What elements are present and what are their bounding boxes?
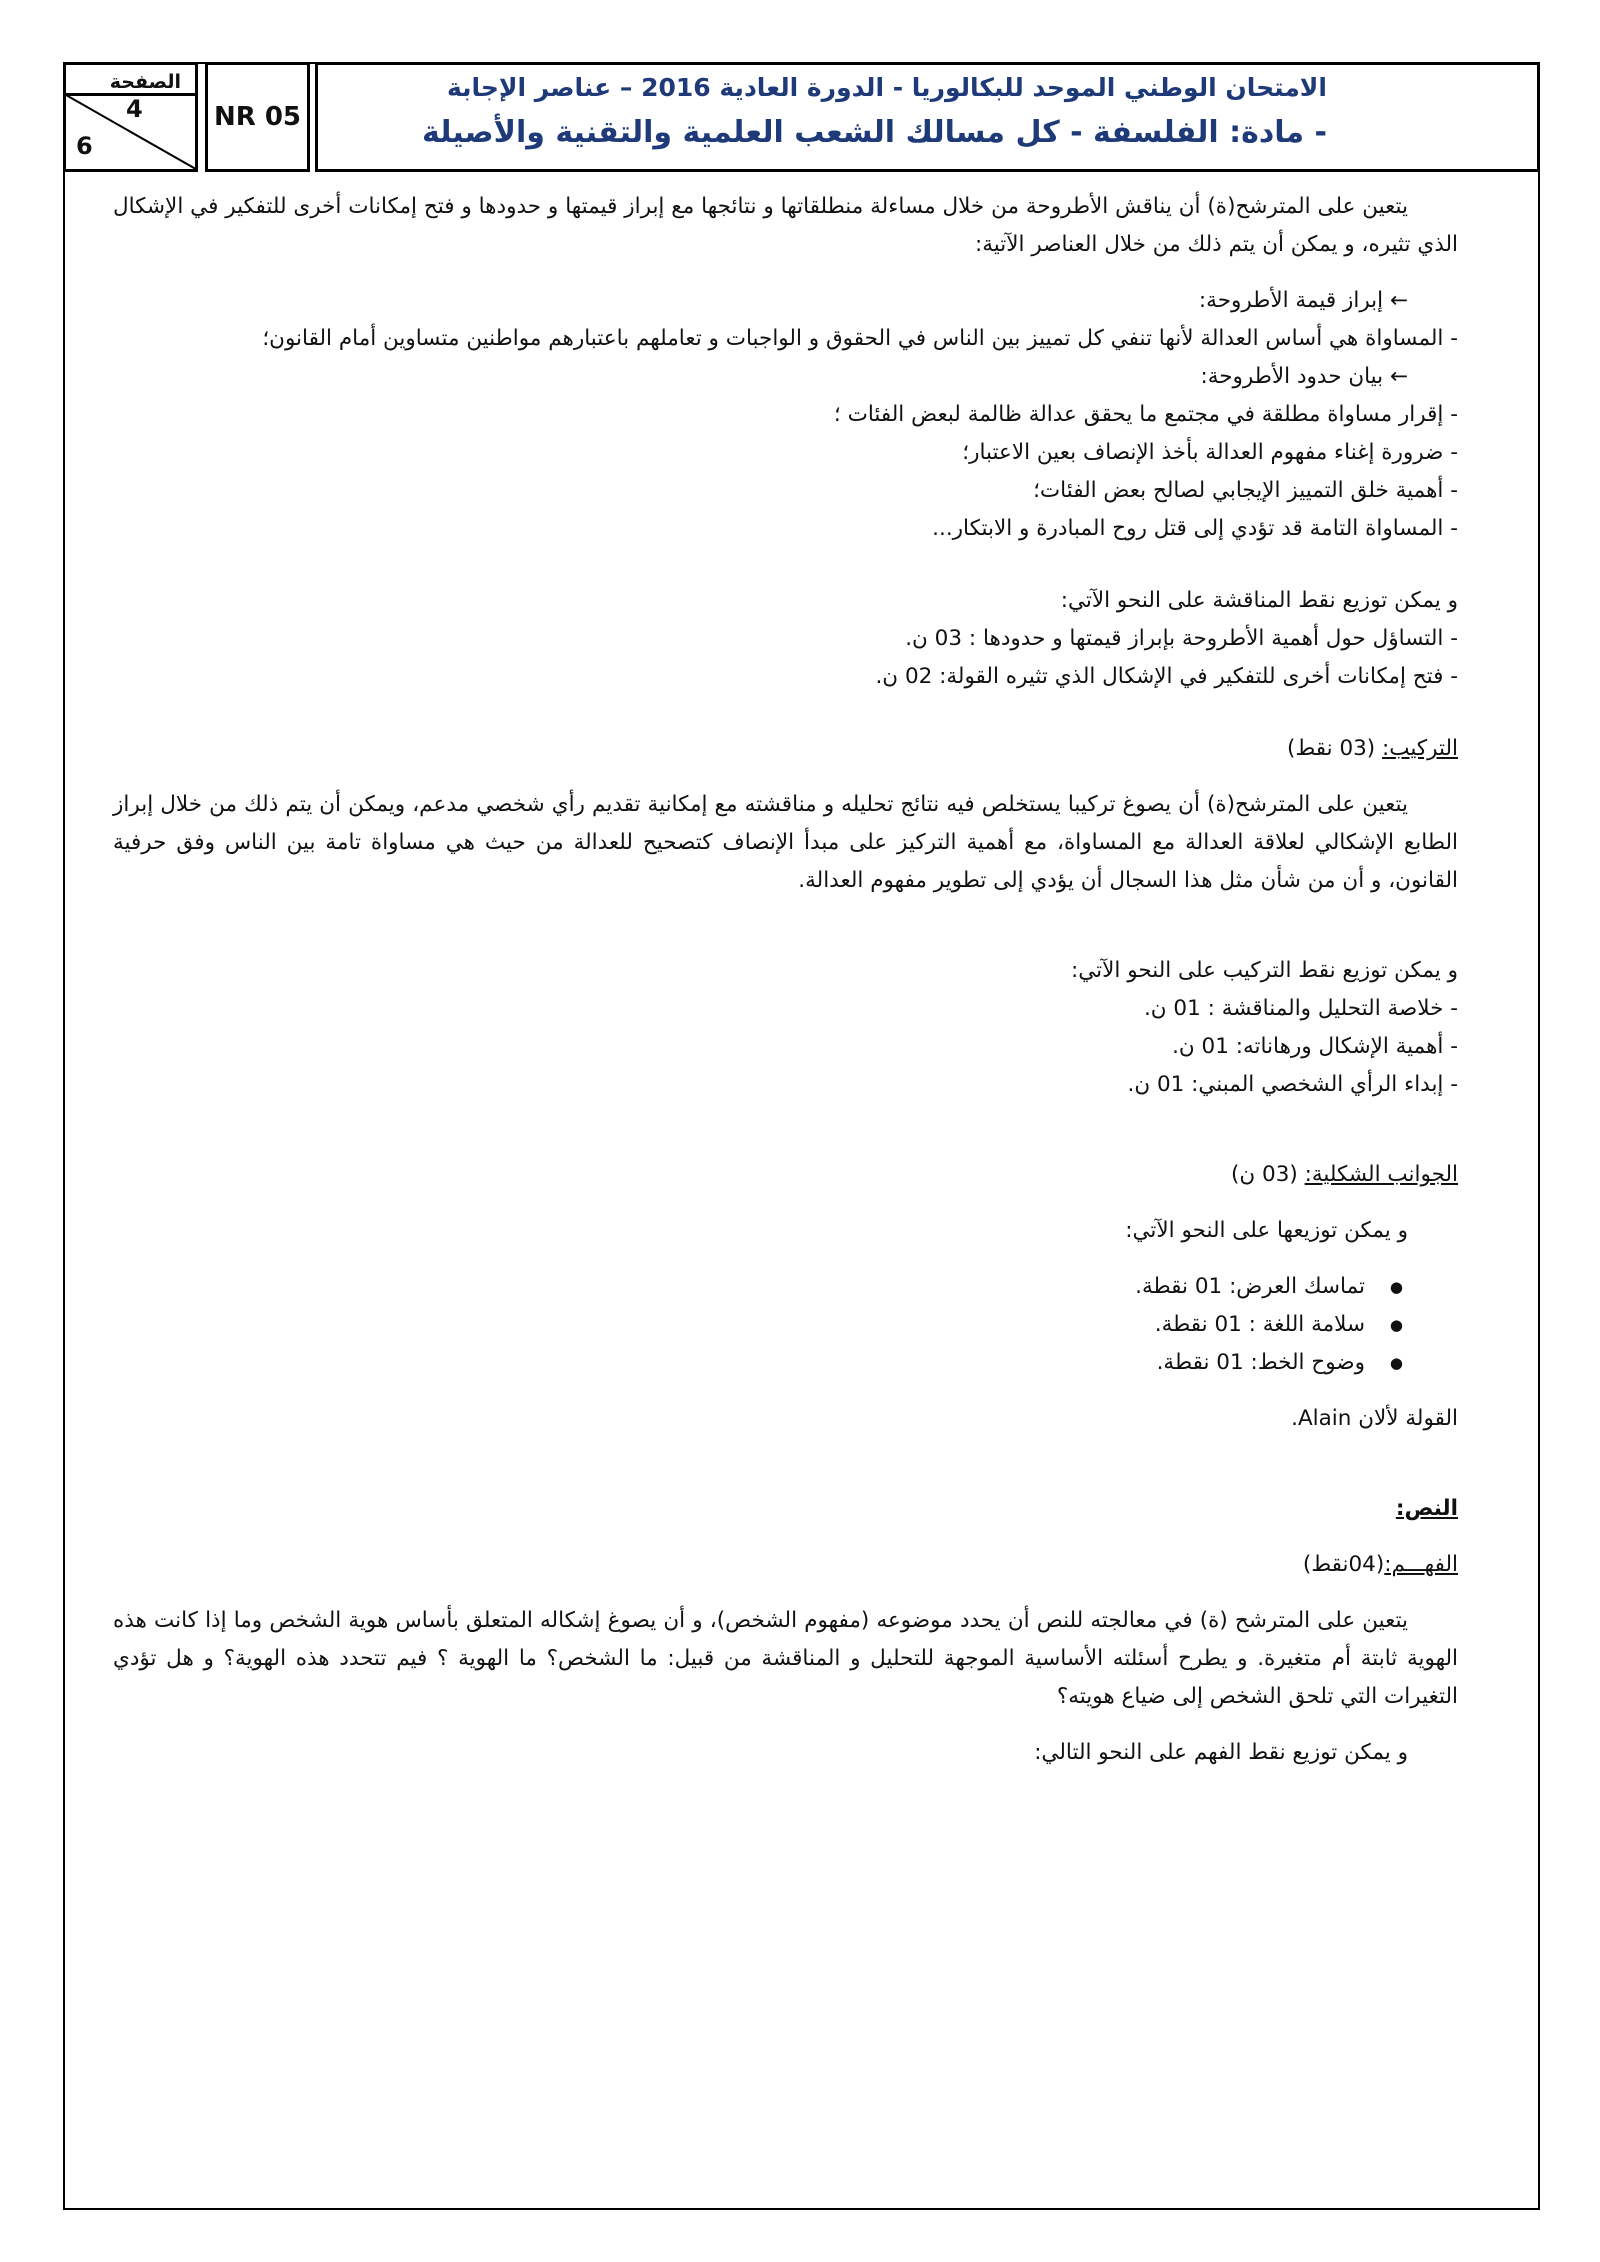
formal-bullet: ● وضوح الخط: 01 نقطة. [113, 1344, 1403, 1382]
formal-points-intro: و يمكن توزيعها على النحو الآتي: [1125, 1218, 1408, 1243]
text-title: النص: [1395, 1496, 1458, 1521]
synthesis-heading [113, 730, 1458, 768]
document-body [113, 188, 1458, 1772]
discussion-point: - فتح إمكانات أخرى للتفكير في الإشكال الذي تثيره القولة: 02 ن. [875, 664, 1458, 689]
exam-code: NR 05 [213, 102, 301, 132]
synthesis-point: - خلاصة التحليل والمناقشة : 01 ن. [1143, 996, 1458, 1021]
discussion-intro: يتعين على المترشح(ة) أن يناقش الأطروحة من خلال مساءلة منطلقاتها و نتائجها مع إبراز قيمتها و حدودها و فتح إمكانات أخرى للتفكير في الإشكال الذي تثيره، و يمكن أن يتم ذلك من خلال العناصر الآتية: [113, 194, 1458, 257]
synthesis-text: يتعين على المترشح(ة) أن يصوغ تركيبا يستخلص فيه نتائج تحليله و مناقشته مع إمكانية تقديم رأي شخصي مدعم، ويمكن أن يتم ذلك من خلال إبراز الطابع الإشكالي لعلاقة العدالة مع المساواة، مع أهمية التركيز على مبدأ الإنصاف كتصحيح للعدالة من حيث هي مساواة تامة بين الناس وفق حرفية القانون، و أن من شأن مثل هذا السجال أن يؤدي إلى تطوير مفهوم العدالة. [113, 792, 1458, 893]
synthesis-title: التركيب: [1382, 736, 1458, 761]
limits-item: - أهمية خلق التمييز الإيجابي لصالح بعض الفئات؛ [1033, 478, 1458, 503]
formal-bullet: ● سلامة اللغة : 01 نقطة. [113, 1306, 1403, 1344]
comprehension-heading [113, 1546, 1458, 1584]
page-label: الصفحة [109, 71, 181, 93]
discussion-points-intro: و يمكن توزيع نقط المناقشة على النحو الآتي: [1060, 588, 1458, 613]
exam-header [63, 62, 1540, 172]
value-item: - المساواة هي أساس العدالة لأنها تنفي كل تمييز بين الناس في الحقوق و الواجبات و تعاملهم باعتبارهم مواطنين متساوين أمام القانون؛ [262, 326, 1458, 351]
formal-heading [113, 1156, 1458, 1194]
exam-code-box [205, 62, 310, 172]
page-number-box [63, 62, 198, 172]
synthesis-points-intro: و يمكن توزيع نقط التركيب على النحو الآتي: [1071, 958, 1458, 983]
comprehension-points-intro: و يمكن توزيع نقط الفهم على النحو التالي: [1034, 1740, 1408, 1765]
discussion-point: - التساؤل حول أهمية الأطروحة بإبراز قيمتها و حدودها : 03 ن. [905, 626, 1458, 651]
comprehension-title: الفهـــم: [1384, 1552, 1458, 1577]
formal-bullet: ● تماسك العرض: 01 نقطة. [113, 1268, 1403, 1306]
quote-note: القولة لألان Alain. [1291, 1406, 1458, 1431]
synthesis-score: (03 نقط) [1286, 736, 1376, 761]
synthesis-point: - أهمية الإشكال ورهاناته: 01 ن. [1172, 1034, 1458, 1059]
page-number: 4 [126, 95, 143, 123]
formal-bullet-list [113, 1268, 1403, 1382]
exam-title: الامتحان الوطني الموحد للبكالوريا - الدورة العادية 2016 – عناصر الإجابة [446, 73, 1327, 102]
limits-heading: ← بيان حدود الأطروحة: [1200, 364, 1408, 389]
text-heading [113, 1490, 1458, 1528]
formal-score: (03 ن) [1231, 1162, 1298, 1187]
value-heading: ← إبراز قيمة الأطروحة: [1198, 288, 1408, 313]
page-total: 6 [76, 132, 93, 160]
exam-subject: - مادة: الفلسفة - كل مسالك الشعب العلمية والتقنية والأصيلة [421, 115, 1327, 150]
comprehension-score: (04نقط) [1302, 1552, 1385, 1577]
comprehension-text: يتعين على المترشح (ة) في معالجته للنص أن يحدد موضوعه (مفهوم الشخص)، و أن يصوغ إشكاله المتعلق بأساس هوية الشخص وما إذا كانت هذه الهوية ثابتة أم متغيرة. و يطرح أسئلته الأساسية الموجهة للتحليل و المناقشة من قبيل: ما الشخص؟ ما الهوية ؟ فيم تتحدد هذه الهوية؟ و هل تؤدي التغيرات التي تلحق الشخص إلى ضياع هويته؟ [113, 1608, 1458, 1709]
limits-item: - ضرورة إغناء مفهوم العدالة بأخذ الإنصاف بعين الاعتبار؛ [962, 440, 1458, 465]
formal-title: الجوانب الشكلية: [1304, 1162, 1458, 1187]
limits-item: - إقرار مساواة مطلقة في مجتمع ما يحقق عدالة ظالمة لبعض الفئات ؛ [833, 402, 1458, 427]
title-box [315, 62, 1540, 172]
synthesis-point: - إبداء الرأي الشخصي المبني: 01 ن. [1127, 1072, 1458, 1097]
limits-item: - المساواة التامة قد تؤدي إلى قتل روح المبادرة و الابتكار... [932, 516, 1458, 541]
